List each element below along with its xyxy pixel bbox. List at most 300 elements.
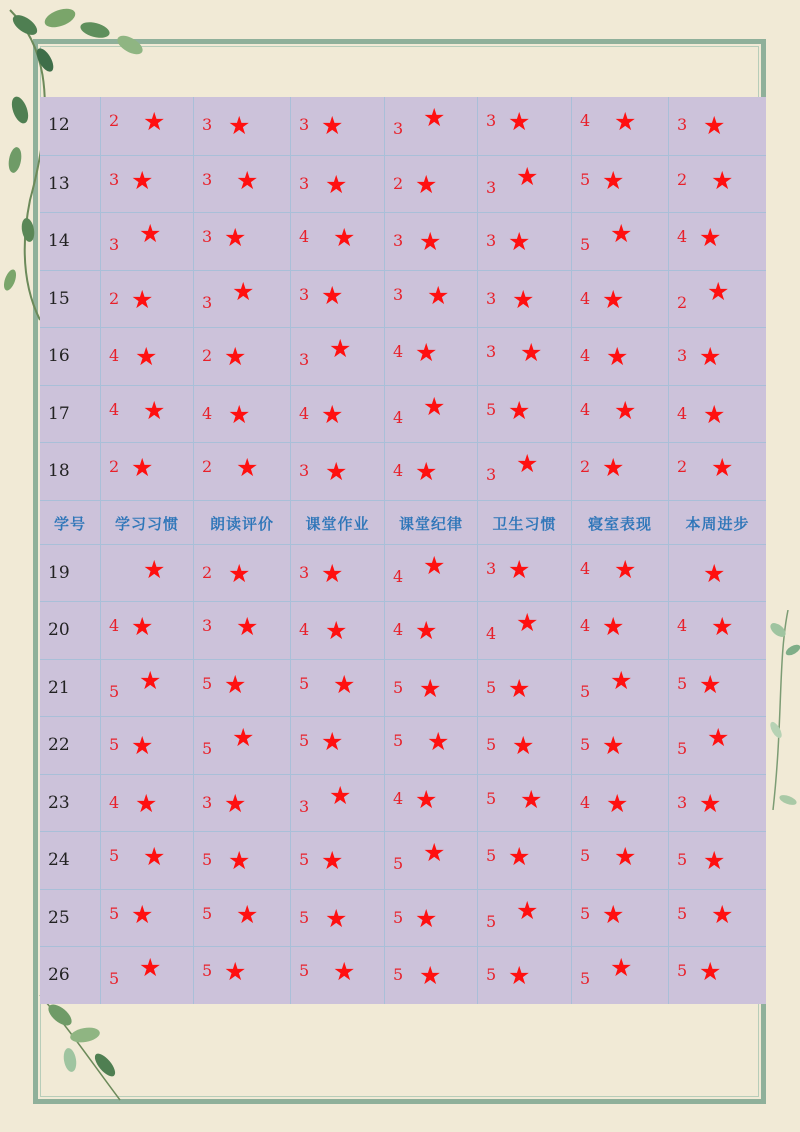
score-value: 2 [202, 346, 213, 365]
score-cell [571, 832, 668, 889]
score-value: 5 [109, 846, 120, 865]
score-value: 4 [677, 616, 688, 635]
score-cell [668, 832, 766, 889]
student-id-cell [40, 947, 100, 1004]
table-row [40, 442, 766, 500]
student-id-cell [40, 660, 100, 717]
score-cell [290, 443, 384, 500]
red-star-icon: ★ [610, 953, 633, 982]
score-value: 3 [393, 119, 404, 138]
score-cell [290, 97, 384, 155]
score-cell [100, 271, 193, 328]
table-row [40, 212, 766, 270]
table-row [40, 327, 766, 385]
score-cell [100, 832, 193, 889]
score-value: 2 [393, 173, 404, 193]
red-star-icon: ★ [602, 731, 625, 760]
score-cell [668, 775, 766, 832]
score-cell [384, 97, 477, 155]
score-value: 4 [202, 403, 213, 423]
red-star-icon: ★ [228, 111, 251, 140]
student-id: 24 [48, 850, 70, 870]
red-star-icon: ★ [135, 342, 158, 371]
score-cell [100, 386, 193, 443]
score-value: 5 [580, 735, 591, 754]
score-cell [193, 443, 290, 500]
score-value: 4 [580, 346, 591, 365]
red-star-icon: ★ [703, 558, 726, 588]
score-value: 4 [109, 399, 120, 419]
score-value: 4 [486, 624, 497, 643]
score-cell [668, 97, 766, 155]
score-cell [477, 328, 571, 385]
score-value: 3 [486, 342, 497, 361]
student-id-cell [40, 832, 100, 889]
score-table [40, 97, 766, 1004]
student-id: 14 [48, 231, 70, 251]
score-value: 3 [202, 792, 213, 812]
red-star-icon: ★ [602, 612, 625, 641]
score-value: 3 [109, 169, 120, 189]
score-cell [477, 890, 571, 947]
score-value: 3 [299, 173, 310, 193]
score-cell [477, 775, 571, 832]
table-row [40, 97, 766, 155]
red-star-icon: ★ [224, 957, 247, 986]
red-star-icon: ★ [610, 665, 633, 695]
red-star-icon: ★ [508, 961, 531, 990]
score-cell [384, 271, 477, 328]
red-star-icon: ★ [131, 899, 154, 929]
column-header: 学号 [53, 514, 86, 533]
red-star-icon: ★ [131, 284, 154, 314]
score-cell [384, 832, 477, 889]
score-value: 2 [202, 457, 213, 476]
score-cell [384, 156, 477, 213]
red-star-icon: ★ [228, 399, 251, 429]
score-cell [290, 156, 384, 213]
score-cell [668, 545, 766, 602]
table-row [40, 716, 766, 774]
red-star-icon: ★ [329, 334, 352, 363]
header-cell [571, 501, 668, 544]
student-id: 15 [48, 288, 70, 309]
red-star-icon: ★ [699, 957, 722, 986]
red-star-icon: ★ [143, 395, 166, 425]
red-star-icon: ★ [711, 899, 734, 929]
red-star-icon: ★ [236, 612, 259, 641]
score-cell [290, 660, 384, 717]
score-cell [100, 97, 193, 155]
score-cell [193, 97, 290, 155]
score-value: 2 [677, 292, 688, 312]
score-value: 3 [299, 115, 310, 134]
score-value: 5 [486, 788, 497, 808]
table-row [40, 889, 766, 947]
score-value: 5 [202, 850, 213, 869]
score-cell [668, 947, 766, 1004]
student-id-cell [40, 97, 100, 155]
score-value: 3 [299, 284, 310, 304]
table-row [40, 946, 766, 1004]
score-cell [571, 213, 668, 270]
red-star-icon: ★ [699, 788, 722, 818]
red-star-icon: ★ [139, 953, 162, 982]
red-star-icon: ★ [333, 223, 356, 252]
red-star-icon: ★ [516, 895, 539, 925]
score-value: 3 [677, 792, 688, 812]
red-star-icon: ★ [224, 669, 247, 699]
score-cell [193, 775, 290, 832]
table-row [40, 270, 766, 328]
score-value: 3 [677, 115, 688, 134]
score-value: 5 [299, 907, 310, 927]
student-id: 17 [48, 403, 70, 424]
score-value: 3 [202, 616, 213, 635]
score-value: 4 [393, 566, 404, 586]
red-star-icon: ★ [508, 107, 531, 136]
score-value: 3 [486, 177, 497, 197]
score-cell [477, 602, 571, 659]
red-star-icon: ★ [614, 554, 637, 584]
score-cell [477, 386, 571, 443]
score-cell [668, 602, 766, 659]
red-star-icon: ★ [325, 903, 348, 933]
score-cell [668, 271, 766, 328]
score-value: 5 [202, 673, 213, 693]
red-star-icon: ★ [325, 457, 348, 486]
score-value: 4 [580, 616, 591, 635]
score-value: 5 [202, 903, 213, 923]
score-cell [571, 775, 668, 832]
red-star-icon: ★ [329, 780, 352, 810]
red-star-icon: ★ [232, 723, 255, 752]
score-cell [668, 717, 766, 774]
student-id-cell [40, 156, 100, 213]
score-value: 5 [299, 731, 310, 750]
score-cell [571, 97, 668, 155]
score-cell [477, 97, 571, 155]
score-value: 4 [393, 407, 404, 427]
score-cell [100, 660, 193, 717]
score-value: 5 [393, 907, 404, 927]
score-value: 3 [202, 292, 213, 312]
red-star-icon: ★ [427, 280, 450, 310]
red-star-icon: ★ [236, 899, 259, 929]
red-star-icon: ★ [228, 558, 251, 588]
score-cell [668, 156, 766, 213]
score-value: 5 [393, 965, 404, 984]
red-star-icon: ★ [333, 957, 356, 986]
red-star-icon: ★ [516, 608, 539, 637]
score-value: 5 [202, 961, 213, 980]
score-cell [290, 832, 384, 889]
column-header: 学习习惯 [114, 514, 179, 533]
student-id: 20 [48, 620, 70, 640]
score-value: 5 [580, 681, 591, 701]
red-star-icon: ★ [236, 165, 259, 195]
score-value: 3 [202, 115, 213, 134]
red-star-icon: ★ [232, 276, 255, 306]
score-value: 2 [109, 111, 120, 130]
red-star-icon: ★ [508, 554, 531, 584]
score-value: 4 [393, 461, 404, 480]
score-value: 2 [580, 457, 591, 476]
red-star-icon: ★ [516, 449, 539, 478]
score-cell [290, 386, 384, 443]
score-value: 2 [677, 457, 688, 476]
score-cell [477, 443, 571, 500]
student-id-cell [40, 775, 100, 832]
score-cell [193, 328, 290, 385]
score-cell [477, 271, 571, 328]
red-star-icon: ★ [321, 399, 344, 429]
score-value: 4 [299, 620, 310, 639]
red-star-icon: ★ [419, 227, 442, 256]
red-star-icon: ★ [143, 554, 166, 584]
score-value: 5 [486, 677, 497, 697]
red-star-icon: ★ [415, 784, 438, 814]
score-value: 4 [393, 342, 404, 361]
score-cell [477, 832, 571, 889]
score-cell [384, 328, 477, 385]
header-cell [40, 501, 100, 544]
red-star-icon: ★ [512, 731, 535, 760]
red-star-icon: ★ [224, 223, 247, 252]
score-cell [100, 213, 193, 270]
score-value: 5 [677, 850, 688, 869]
score-cell [384, 660, 477, 717]
red-star-icon: ★ [333, 669, 356, 699]
table-row [40, 774, 766, 832]
header-cell [193, 501, 290, 544]
table-row [40, 385, 766, 443]
score-cell [193, 386, 290, 443]
score-cell [100, 156, 193, 213]
score-value: 3 [202, 169, 213, 189]
table-header-row [40, 500, 766, 544]
red-star-icon: ★ [606, 788, 629, 818]
score-value: 5 [580, 169, 591, 189]
red-star-icon: ★ [512, 284, 535, 314]
score-value: 5 [393, 677, 404, 697]
student-id: 21 [48, 677, 70, 698]
red-star-icon: ★ [423, 391, 446, 421]
score-cell [571, 660, 668, 717]
score-value: 2 [202, 562, 213, 582]
score-value: 4 [580, 288, 591, 308]
score-cell [100, 443, 193, 500]
red-star-icon: ★ [321, 280, 344, 310]
red-star-icon: ★ [602, 453, 625, 482]
score-cell [384, 602, 477, 659]
red-star-icon: ★ [703, 399, 726, 429]
red-star-icon: ★ [419, 673, 442, 703]
score-value: 4 [580, 558, 591, 578]
red-star-icon: ★ [508, 673, 531, 703]
red-star-icon: ★ [419, 961, 442, 990]
student-id-cell [40, 602, 100, 659]
score-cell [384, 545, 477, 602]
score-cell [384, 443, 477, 500]
score-value: 4 [109, 616, 120, 635]
header-cell [668, 501, 766, 544]
score-value: 5 [677, 903, 688, 923]
red-star-icon: ★ [139, 665, 162, 695]
score-value: 3 [299, 796, 310, 816]
score-cell [384, 213, 477, 270]
score-value: 4 [393, 620, 404, 639]
score-cell [100, 602, 193, 659]
score-value: 3 [299, 461, 310, 480]
red-star-icon: ★ [135, 788, 158, 818]
red-star-icon: ★ [321, 846, 344, 875]
score-cell [384, 717, 477, 774]
score-value: 2 [109, 288, 120, 308]
score-cell [290, 213, 384, 270]
score-value: 3 [299, 350, 310, 369]
column-header: 卫生习惯 [492, 514, 557, 533]
score-cell [100, 545, 193, 602]
red-star-icon: ★ [325, 169, 348, 199]
score-cell [193, 213, 290, 270]
score-cell [668, 328, 766, 385]
student-id-cell [40, 890, 100, 947]
red-star-icon: ★ [711, 612, 734, 641]
red-star-icon: ★ [423, 103, 446, 132]
student-id: 22 [48, 735, 70, 755]
score-value: 4 [299, 403, 310, 423]
score-cell [193, 660, 290, 717]
red-star-icon: ★ [508, 395, 531, 425]
score-value: 3 [393, 284, 404, 304]
score-value: 5 [202, 739, 213, 758]
score-cell [571, 890, 668, 947]
header-cell [384, 501, 477, 544]
score-cell [290, 717, 384, 774]
score-cell [477, 947, 571, 1004]
score-cell [571, 271, 668, 328]
red-star-icon: ★ [423, 838, 446, 867]
red-star-icon: ★ [703, 846, 726, 875]
score-cell [100, 890, 193, 947]
red-star-icon: ★ [707, 276, 730, 306]
score-value: 5 [393, 854, 404, 873]
student-id-cell [40, 545, 100, 602]
red-star-icon: ★ [508, 842, 531, 871]
score-value: 5 [486, 399, 497, 419]
score-value: 5 [109, 681, 120, 701]
red-star-icon: ★ [699, 669, 722, 699]
table-row [40, 831, 766, 889]
student-id: 23 [48, 792, 70, 813]
student-id-cell [40, 443, 100, 500]
table-row [40, 659, 766, 717]
red-star-icon: ★ [131, 453, 154, 482]
red-star-icon: ★ [520, 338, 543, 367]
score-cell [290, 775, 384, 832]
score-cell [193, 947, 290, 1004]
score-cell [668, 660, 766, 717]
red-star-icon: ★ [325, 616, 348, 645]
score-cell [477, 213, 571, 270]
score-cell [571, 156, 668, 213]
score-value: 5 [109, 969, 120, 988]
score-value: 3 [486, 558, 497, 578]
score-value: 5 [109, 735, 120, 754]
score-cell [290, 328, 384, 385]
score-value: 4 [580, 399, 591, 419]
student-id-cell [40, 328, 100, 385]
column-header: 课堂纪律 [398, 514, 463, 533]
red-star-icon: ★ [224, 342, 247, 371]
red-star-icon: ★ [707, 723, 730, 752]
red-star-icon: ★ [321, 558, 344, 588]
score-cell [384, 775, 477, 832]
score-cell [100, 947, 193, 1004]
column-header: 课堂作业 [305, 514, 370, 533]
student-id: 18 [48, 461, 70, 481]
student-id: 12 [48, 115, 70, 135]
student-id-cell [40, 717, 100, 774]
red-star-icon: ★ [131, 612, 154, 641]
red-star-icon: ★ [321, 111, 344, 140]
score-cell [668, 213, 766, 270]
score-cell [477, 156, 571, 213]
red-star-icon: ★ [415, 457, 438, 486]
score-value: 5 [486, 846, 497, 865]
red-star-icon: ★ [516, 161, 539, 191]
score-value: 5 [677, 961, 688, 980]
score-value: 3 [393, 231, 404, 250]
score-value: 5 [677, 673, 688, 693]
score-value: 5 [109, 903, 120, 923]
red-star-icon: ★ [508, 227, 531, 256]
red-star-icon: ★ [415, 616, 438, 645]
red-star-icon: ★ [236, 453, 259, 482]
score-value: 5 [677, 739, 688, 758]
red-star-icon: ★ [143, 842, 166, 871]
table-row [40, 155, 766, 213]
student-id: 13 [48, 173, 70, 194]
score-cell [100, 775, 193, 832]
red-star-icon: ★ [228, 846, 251, 875]
score-value: 4 [393, 788, 404, 808]
score-cell [668, 386, 766, 443]
red-star-icon: ★ [711, 453, 734, 482]
red-star-icon: ★ [427, 727, 450, 756]
score-cell [193, 717, 290, 774]
score-value: 3 [486, 111, 497, 130]
score-cell [571, 717, 668, 774]
score-cell [477, 545, 571, 602]
score-value: 5 [486, 965, 497, 984]
header-cell [290, 501, 384, 544]
score-value: 5 [580, 903, 591, 923]
score-value: 4 [580, 792, 591, 812]
red-star-icon: ★ [423, 550, 446, 580]
red-star-icon: ★ [224, 788, 247, 818]
score-cell [290, 271, 384, 328]
score-cell [290, 545, 384, 602]
score-cell [193, 545, 290, 602]
score-cell [100, 328, 193, 385]
score-value: 3 [202, 227, 213, 246]
red-star-icon: ★ [699, 342, 722, 371]
score-cell [571, 545, 668, 602]
red-star-icon: ★ [520, 784, 543, 814]
score-cell [290, 947, 384, 1004]
